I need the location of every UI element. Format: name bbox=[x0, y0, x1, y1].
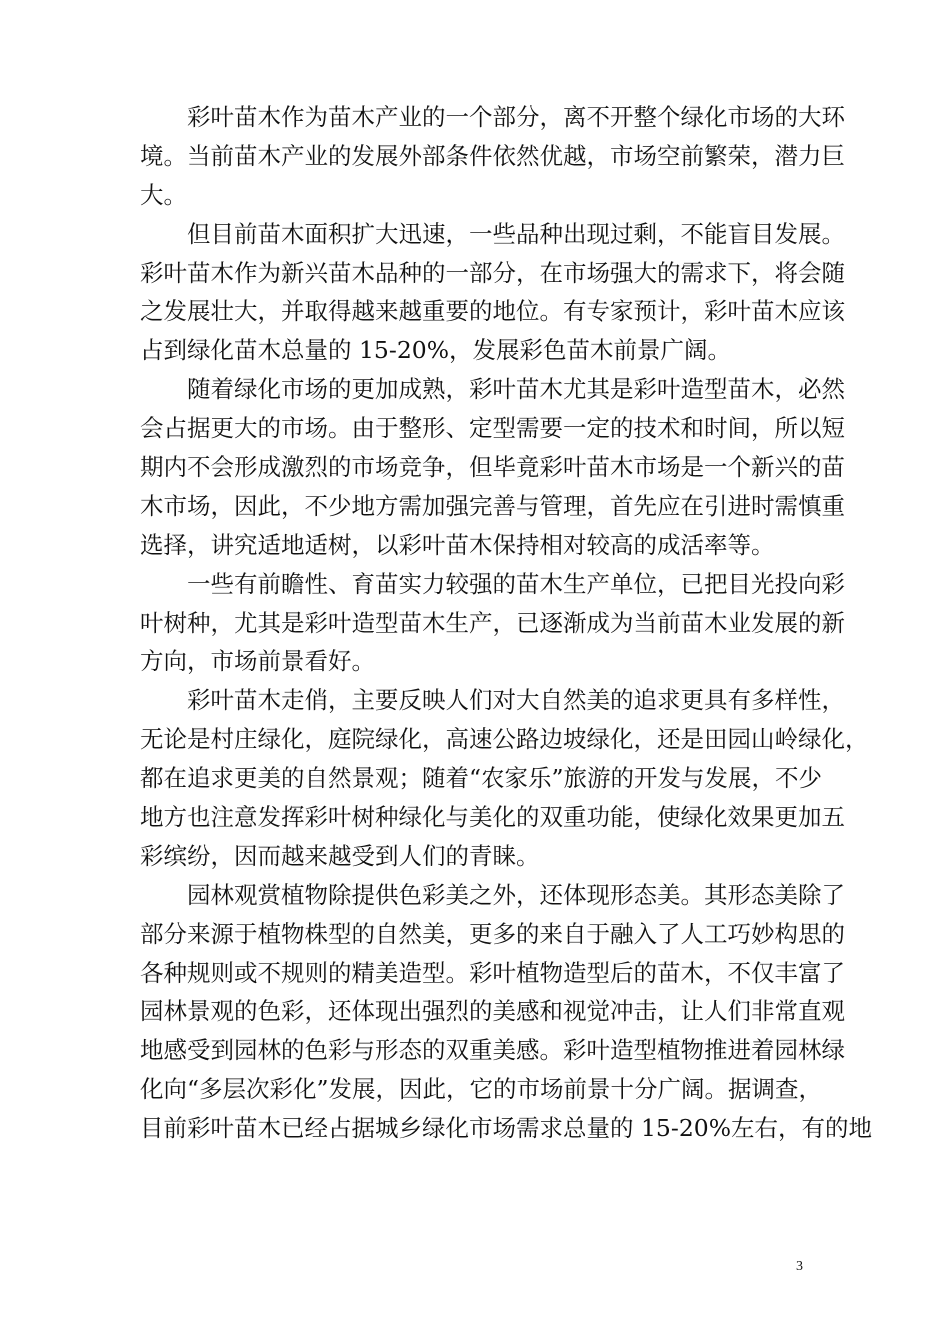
text-line: 彩叶苗木作为苗木产业的一个部分，离不开整个绿化市场的大环 bbox=[187, 103, 845, 131]
text-line: 境。当前苗木产业的发展外部条件依然优越，市场空前繁荣，潜力巨 bbox=[140, 141, 845, 170]
text-line: 无论是村庄绿化，庭院绿化，高速公路边坡绿化，还是田园山岭绿化， bbox=[140, 725, 869, 754]
text-line: 目前彩叶苗木已经占据城乡绿化市场需求总量的 15-20%左右，有的地 bbox=[140, 1114, 873, 1143]
paragraph-6 bbox=[140, 876, 873, 1148]
text-line: 地方也注意发挥彩叶树种绿化与美化的双重功能，使绿化效果更加五 bbox=[140, 803, 845, 832]
text-line: 彩叶苗木作为新兴苗木品种的一部分，在市场强大的需求下，将会随 bbox=[140, 258, 845, 287]
document-body bbox=[140, 98, 873, 1148]
text-line: 一些有前瞻性、育苗实力较强的苗木生产单位，已把目光投向彩 bbox=[187, 569, 845, 598]
text-line: 会占据更大的市场。由于整形、定型需要一定的技术和时间，所以短 bbox=[140, 414, 845, 443]
paragraph-1 bbox=[140, 98, 845, 215]
text-line: 都在追求更美的自然景观；随着“农家乐”旅游的开发与发展，不少 bbox=[140, 764, 823, 793]
text-line: 地感受到园林的色彩与形态的双重美感。彩叶造型植物推进着园林绿 bbox=[140, 1036, 845, 1065]
paragraph-3 bbox=[140, 370, 845, 564]
text-line: 彩缤纷，因而越来越受到人们的青睐。 bbox=[140, 841, 540, 870]
paragraph-5 bbox=[140, 681, 869, 875]
text-line: 大。 bbox=[140, 180, 187, 209]
text-line: 叶树种，尤其是彩叶造型苗木生产，已逐渐成为当前苗木业发展的新 bbox=[140, 608, 845, 637]
text-line: 方向，市场前景看好。 bbox=[140, 647, 375, 676]
text-line: 木市场，因此，不少地方需加强完善与管理，首先应在引进时需慎重 bbox=[140, 491, 845, 520]
text-line: 选择，讲究适地适树，以彩叶苗木保持相对较高的成活率等。 bbox=[140, 530, 775, 559]
text-line: 期内不会形成激烈的市场竞争，但毕竟彩叶苗木市场是一个新兴的苗 bbox=[140, 453, 845, 482]
text-line: 占到绿化苗木总量的 15-20%，发展彩色苗木前景广阔。 bbox=[140, 336, 732, 365]
text-line: 化向“多层次彩化”发展，因此，它的市场前景十分广阔。据调查， bbox=[140, 1075, 823, 1104]
page-number: 3 bbox=[796, 1259, 803, 1274]
text-line: 部分来源于植物株型的自然美，更多的来自于融入了人工巧妙构思的 bbox=[140, 919, 845, 948]
paragraph-2 bbox=[140, 215, 845, 371]
text-line: 各种规则或不规则的精美造型。彩叶植物造型后的苗木，不仅丰富了 bbox=[140, 958, 845, 987]
text-line: 之发展壮大，并取得越来越重要的地位。有专家预计，彩叶苗木应该 bbox=[140, 297, 845, 326]
text-line: 但目前苗木面积扩大迅速，一些品种出现过剩，不能盲目发展。 bbox=[187, 219, 845, 248]
text-line: 彩叶苗木走俏，主要反映人们对大自然美的追求更具有多样性， bbox=[187, 686, 845, 715]
text-line: 园林景观的色彩，还体现出强烈的美感和视觉冲击，让人们非常直观 bbox=[140, 997, 845, 1026]
text-line: 随着绿化市场的更加成熟，彩叶苗木尤其是彩叶造型苗木，必然 bbox=[187, 375, 845, 404]
paragraph-4 bbox=[140, 565, 845, 682]
text-line: 园林观赏植物除提供色彩美之外，还体现形态美。其形态美除了 bbox=[187, 880, 845, 909]
